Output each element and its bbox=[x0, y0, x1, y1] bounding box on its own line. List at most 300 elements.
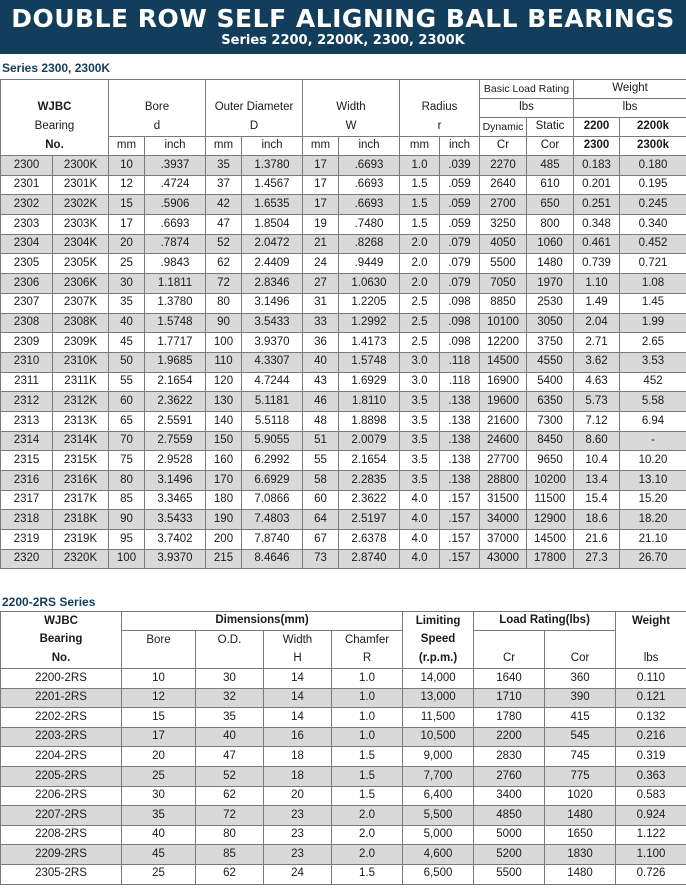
cell-weight-b: 1.45 bbox=[620, 293, 686, 313]
cell-width-mm: 33 bbox=[303, 313, 339, 333]
cell-weight: 0.726 bbox=[616, 864, 686, 884]
cell-width: 16 bbox=[264, 727, 332, 747]
cell-weight-a: 1.49 bbox=[574, 293, 620, 313]
cell-radius-inch: .138 bbox=[440, 451, 480, 471]
table-row bbox=[1, 431, 686, 451]
header2-weight-unit: lbs bbox=[616, 650, 686, 669]
table-row bbox=[1, 688, 686, 708]
table-row bbox=[1, 490, 686, 510]
cell-cr: 37000 bbox=[480, 530, 527, 550]
cell-radius-mm: 1.5 bbox=[400, 215, 440, 235]
header-bore-inch: inch bbox=[145, 137, 206, 156]
cell-weight-b: 10.20 bbox=[620, 451, 686, 471]
cell-bore-inch: 1.7717 bbox=[145, 333, 206, 353]
header-weight-unit: lbs bbox=[574, 99, 686, 118]
table-row bbox=[1, 234, 686, 254]
table-row bbox=[1, 806, 686, 826]
cell-od-mm: 190 bbox=[206, 510, 242, 530]
header-radius-symbol: r bbox=[400, 118, 480, 137]
cell-radius-mm: 3.5 bbox=[400, 431, 440, 451]
cell-width: 18 bbox=[264, 766, 332, 786]
cell-bearing-no: 2317 bbox=[1, 490, 53, 510]
cell-chamfer: 2.0 bbox=[332, 806, 403, 826]
cell-bore-inch: .6693 bbox=[145, 215, 206, 235]
cell-radius-inch: .059 bbox=[440, 195, 480, 215]
cell-cr: 3250 bbox=[480, 215, 527, 235]
table-row bbox=[1, 845, 686, 865]
header-bore: Bore bbox=[109, 99, 206, 118]
cell-bearing-no: 2301 bbox=[1, 175, 53, 195]
cell-od-inch: 1.3780 bbox=[242, 156, 303, 176]
cell-bore-inch: 2.9528 bbox=[145, 451, 206, 471]
cell-width-inch: .6693 bbox=[339, 175, 400, 195]
cell-radius-inch: .138 bbox=[440, 411, 480, 431]
title-banner bbox=[0, 0, 686, 54]
cell-od: 52 bbox=[196, 766, 264, 786]
cell-radius-inch: .059 bbox=[440, 175, 480, 195]
cell-cor: 360 bbox=[545, 669, 616, 689]
header2-bearing: Bearing bbox=[1, 631, 122, 650]
cell-bore-mm: 75 bbox=[109, 451, 145, 471]
cell-bearing-no-k: 2303K bbox=[53, 215, 109, 235]
cell-width-inch: 1.4173 bbox=[339, 333, 400, 353]
cell-cor: 545 bbox=[545, 727, 616, 747]
cell-od-mm: 130 bbox=[206, 392, 242, 412]
cell-radius-mm: 1.0 bbox=[400, 156, 440, 176]
cell-radius-inch: .059 bbox=[440, 215, 480, 235]
cell-cr: 5000 bbox=[474, 825, 545, 845]
cell-bearing-no: 2320 bbox=[1, 549, 53, 569]
cell-cor: 775 bbox=[545, 766, 616, 786]
cell-radius-inch: .118 bbox=[440, 372, 480, 392]
cell-bore-inch: 1.9685 bbox=[145, 352, 206, 372]
cell-bore-mm: 70 bbox=[109, 431, 145, 451]
table-row bbox=[1, 825, 686, 845]
cell-width-inch: .8268 bbox=[339, 234, 400, 254]
cell-radius-mm: 3.5 bbox=[400, 392, 440, 412]
header-weight-2300k: 2300k bbox=[620, 137, 686, 156]
cell-od-inch: 1.8504 bbox=[242, 215, 303, 235]
cell-width-mm: 55 bbox=[303, 451, 339, 471]
cell-cor: 650 bbox=[527, 195, 574, 215]
table-row bbox=[1, 747, 686, 767]
cell-weight-a: 15.4 bbox=[574, 490, 620, 510]
header2-chamfer: Chamfer bbox=[332, 631, 403, 650]
cell-cr: 2270 bbox=[480, 156, 527, 176]
cell-bearing-no: 2318 bbox=[1, 510, 53, 530]
cell-weight-b: 0.452 bbox=[620, 234, 686, 254]
cell-speed: 10,500 bbox=[403, 727, 474, 747]
cell-weight-a: 0.348 bbox=[574, 215, 620, 235]
cell-cor: 1480 bbox=[527, 254, 574, 274]
cell-bearing-no: 2201-2RS bbox=[1, 688, 122, 708]
cell-bearing-no: 2307 bbox=[1, 293, 53, 313]
cell-od: 62 bbox=[196, 786, 264, 806]
table-row bbox=[1, 333, 686, 353]
cell-od-inch: 3.1496 bbox=[242, 293, 303, 313]
cell-bore-inch: .5906 bbox=[145, 195, 206, 215]
cell-od-inch: 8.4646 bbox=[242, 549, 303, 569]
cell-bore: 15 bbox=[122, 708, 196, 728]
cell-width-mm: 36 bbox=[303, 333, 339, 353]
cell-width: 23 bbox=[264, 806, 332, 826]
cell-od-inch: 5.5118 bbox=[242, 411, 303, 431]
cell-weight-b: 26.70 bbox=[620, 549, 686, 569]
cell-bore-inch: 2.1654 bbox=[145, 372, 206, 392]
cell-bore: 17 bbox=[122, 727, 196, 747]
cell-od: 47 bbox=[196, 747, 264, 767]
header-radius-inch: inch bbox=[440, 137, 480, 156]
cell-weight-b: 6.94 bbox=[620, 411, 686, 431]
cell-bore: 25 bbox=[122, 766, 196, 786]
header2-cor: Cor bbox=[545, 650, 616, 669]
cell-od-mm: 90 bbox=[206, 313, 242, 333]
cell-radius-mm: 2.5 bbox=[400, 333, 440, 353]
cell-speed: 5,000 bbox=[403, 825, 474, 845]
cell-width-inch: .6693 bbox=[339, 195, 400, 215]
cell-width-inch: 2.6378 bbox=[339, 530, 400, 550]
cell-cr: 21600 bbox=[480, 411, 527, 431]
cell-cr: 2760 bbox=[474, 766, 545, 786]
cell-od-inch: 6.2992 bbox=[242, 451, 303, 471]
cell-width-mm: 24 bbox=[303, 254, 339, 274]
cell-width-inch: .6693 bbox=[339, 156, 400, 176]
cell-weight-a: 10.4 bbox=[574, 451, 620, 471]
cell-width-mm: 58 bbox=[303, 471, 339, 491]
cell-weight: 0.363 bbox=[616, 766, 686, 786]
cell-od-mm: 120 bbox=[206, 372, 242, 392]
cell-radius-mm: 1.5 bbox=[400, 195, 440, 215]
cell-bore-inch: 3.1496 bbox=[145, 471, 206, 491]
header-bore-symbol: d bbox=[109, 118, 206, 137]
cell-weight-a: 8.60 bbox=[574, 431, 620, 451]
cell-width-inch: 2.5197 bbox=[339, 510, 400, 530]
cell-od: 35 bbox=[196, 708, 264, 728]
cell-weight-a: 27.3 bbox=[574, 549, 620, 569]
cell-bearing-no-k: 2300K bbox=[53, 156, 109, 176]
cell-cor: 3050 bbox=[527, 313, 574, 333]
header-weight: Weight bbox=[574, 80, 686, 99]
cell-bearing-no: 2308 bbox=[1, 313, 53, 333]
cell-bearing-no: 2209-2RS bbox=[1, 845, 122, 865]
cell-bearing-no-k: 2316K bbox=[53, 471, 109, 491]
cell-cr: 43000 bbox=[480, 549, 527, 569]
cell-bore: 12 bbox=[122, 688, 196, 708]
header-width: Width bbox=[303, 99, 400, 118]
cell-width-mm: 51 bbox=[303, 431, 339, 451]
cell-od-inch: 5.9055 bbox=[242, 431, 303, 451]
cell-od: 72 bbox=[196, 806, 264, 826]
cell-bearing-no: 2313 bbox=[1, 411, 53, 431]
cell-od: 85 bbox=[196, 845, 264, 865]
cell-chamfer: 1.5 bbox=[332, 766, 403, 786]
cell-weight: 0.132 bbox=[616, 708, 686, 728]
cell-bore-mm: 100 bbox=[109, 549, 145, 569]
header-no: No. bbox=[1, 137, 109, 156]
cell-radius-inch: .079 bbox=[440, 274, 480, 294]
cell-bore-mm: 50 bbox=[109, 352, 145, 372]
cell-bore-inch: 3.7402 bbox=[145, 530, 206, 550]
cell-chamfer: 1.0 bbox=[332, 727, 403, 747]
cell-cr: 5500 bbox=[480, 254, 527, 274]
cell-width: 24 bbox=[264, 864, 332, 884]
cell-bore-mm: 12 bbox=[109, 175, 145, 195]
cell-bearing-no: 2203-2RS bbox=[1, 727, 122, 747]
header-od-symbol: D bbox=[206, 118, 303, 137]
cell-weight-a: 4.63 bbox=[574, 372, 620, 392]
cell-od-mm: 42 bbox=[206, 195, 242, 215]
cell-cr: 5200 bbox=[474, 845, 545, 865]
cell-od-mm: 200 bbox=[206, 530, 242, 550]
cell-bearing-no-k: 2301K bbox=[53, 175, 109, 195]
cell-cor: 1480 bbox=[545, 806, 616, 826]
cell-radius-mm: 2.0 bbox=[400, 274, 440, 294]
cell-bearing-no: 2302 bbox=[1, 195, 53, 215]
cell-radius-inch: .039 bbox=[440, 156, 480, 176]
table-row bbox=[1, 471, 686, 491]
cell-od-mm: 140 bbox=[206, 411, 242, 431]
table-row bbox=[1, 254, 686, 274]
cell-weight-b: 1.08 bbox=[620, 274, 686, 294]
cell-cor: 5400 bbox=[527, 372, 574, 392]
cell-weight-b: 1.99 bbox=[620, 313, 686, 333]
header-weight-2300: 2300 bbox=[574, 137, 620, 156]
table-row bbox=[1, 156, 686, 176]
cell-bore-mm: 25 bbox=[109, 254, 145, 274]
cell-weight-b: 0.721 bbox=[620, 254, 686, 274]
cell-radius-mm: 3.0 bbox=[400, 372, 440, 392]
cell-radius-mm: 3.0 bbox=[400, 352, 440, 372]
cell-bore-mm: 90 bbox=[109, 510, 145, 530]
cell-weight-a: 0.201 bbox=[574, 175, 620, 195]
cell-weight-b: 0.180 bbox=[620, 156, 686, 176]
header2-limiting: Limiting bbox=[403, 612, 474, 631]
cell-width: 23 bbox=[264, 845, 332, 865]
cell-bearing-no: 2309 bbox=[1, 333, 53, 353]
cell-od-inch: 7.8740 bbox=[242, 530, 303, 550]
cell-cr: 28800 bbox=[480, 471, 527, 491]
header-radius-mm: mm bbox=[400, 137, 440, 156]
cell-weight-a: 0.461 bbox=[574, 234, 620, 254]
cell-weight-a: 0.251 bbox=[574, 195, 620, 215]
cell-width-mm: 64 bbox=[303, 510, 339, 530]
cell-chamfer: 1.5 bbox=[332, 747, 403, 767]
cell-width-mm: 73 bbox=[303, 549, 339, 569]
cell-cor: 1060 bbox=[527, 234, 574, 254]
cell-weight-b: 3.53 bbox=[620, 352, 686, 372]
cell-od: 32 bbox=[196, 688, 264, 708]
cell-bearing-no: 2303 bbox=[1, 215, 53, 235]
cell-bearing-no: 2207-2RS bbox=[1, 806, 122, 826]
table-row bbox=[1, 274, 686, 294]
cell-weight-b: 0.245 bbox=[620, 195, 686, 215]
cell-speed: 6,500 bbox=[403, 864, 474, 884]
cell-width-inch: 1.6929 bbox=[339, 372, 400, 392]
cell-radius-mm: 3.5 bbox=[400, 471, 440, 491]
cell-width-mm: 43 bbox=[303, 372, 339, 392]
cell-od-inch: 2.4409 bbox=[242, 254, 303, 274]
cell-od-mm: 47 bbox=[206, 215, 242, 235]
cell-width-mm: 48 bbox=[303, 411, 339, 431]
cell-bearing-no-k: 2314K bbox=[53, 431, 109, 451]
cell-bore-mm: 80 bbox=[109, 471, 145, 491]
cell-cr: 4850 bbox=[474, 806, 545, 826]
table-row bbox=[1, 195, 686, 215]
header2-od: O.D. bbox=[196, 631, 264, 650]
cell-weight: 0.924 bbox=[616, 806, 686, 826]
cell-cor: 610 bbox=[527, 175, 574, 195]
header-bearing: Bearing bbox=[1, 118, 109, 137]
cell-od: 40 bbox=[196, 727, 264, 747]
table-row bbox=[1, 352, 686, 372]
cell-weight-b: 0.340 bbox=[620, 215, 686, 235]
cell-bearing-no-k: 2315K bbox=[53, 451, 109, 471]
cell-cr: 12200 bbox=[480, 333, 527, 353]
cell-bore-mm: 15 bbox=[109, 195, 145, 215]
cell-bearing-no: 2202-2RS bbox=[1, 708, 122, 728]
cell-radius-inch: .079 bbox=[440, 234, 480, 254]
cell-cr: 1710 bbox=[474, 688, 545, 708]
header2-dimensions: Dimensions(mm) bbox=[122, 612, 403, 631]
cell-weight-a: 3.62 bbox=[574, 352, 620, 372]
header2-chamfer-symbol: R bbox=[332, 650, 403, 669]
cell-bore: 25 bbox=[122, 864, 196, 884]
header-od-inch: inch bbox=[242, 137, 303, 156]
cell-radius-inch: .118 bbox=[440, 352, 480, 372]
cell-bore-inch: .4724 bbox=[145, 175, 206, 195]
header-cr: Cr bbox=[480, 137, 527, 156]
cell-bore-inch: .9843 bbox=[145, 254, 206, 274]
cell-bore-mm: 20 bbox=[109, 234, 145, 254]
cell-width: 14 bbox=[264, 688, 332, 708]
table-row bbox=[1, 708, 686, 728]
cell-bore-inch: 2.3622 bbox=[145, 392, 206, 412]
cell-weight: 1.122 bbox=[616, 825, 686, 845]
cell-bearing-no-k: 2305K bbox=[53, 254, 109, 274]
cell-bearing-no: 2312 bbox=[1, 392, 53, 412]
table-2300-series bbox=[0, 79, 686, 569]
cell-width-inch: 1.5748 bbox=[339, 352, 400, 372]
cell-cr: 2700 bbox=[480, 195, 527, 215]
cell-cor: 6350 bbox=[527, 392, 574, 412]
cell-bore-mm: 55 bbox=[109, 372, 145, 392]
cell-weight-b: 2.65 bbox=[620, 333, 686, 353]
cell-od-inch: 4.7244 bbox=[242, 372, 303, 392]
cell-width-mm: 17 bbox=[303, 195, 339, 215]
cell-od-mm: 52 bbox=[206, 234, 242, 254]
section-title-2200-2rs: 2200-2RS Series bbox=[2, 595, 96, 609]
cell-bearing-no-k: 2313K bbox=[53, 411, 109, 431]
cell-bore: 10 bbox=[122, 669, 196, 689]
cell-bearing-no-k: 2311K bbox=[53, 372, 109, 392]
cell-bearing-no: 2306 bbox=[1, 274, 53, 294]
table-2300-body bbox=[1, 156, 686, 569]
cell-od-mm: 180 bbox=[206, 490, 242, 510]
cell-od-mm: 170 bbox=[206, 471, 242, 491]
cell-radius-mm: 1.5 bbox=[400, 175, 440, 195]
cell-speed: 4,600 bbox=[403, 845, 474, 865]
cell-radius-inch: .079 bbox=[440, 254, 480, 274]
cell-chamfer: 1.5 bbox=[332, 864, 403, 884]
cell-weight-a: 21.6 bbox=[574, 530, 620, 550]
table-row bbox=[1, 293, 686, 313]
cell-bore-mm: 17 bbox=[109, 215, 145, 235]
cell-cor: 745 bbox=[545, 747, 616, 767]
cell-radius-mm: 3.5 bbox=[400, 411, 440, 431]
cell-weight-b: 21.10 bbox=[620, 530, 686, 550]
cell-cr: 16900 bbox=[480, 372, 527, 392]
cell-od-inch: 1.4567 bbox=[242, 175, 303, 195]
table-row bbox=[1, 549, 686, 569]
header-bore-mm: mm bbox=[109, 137, 145, 156]
cell-radius-mm: 4.0 bbox=[400, 510, 440, 530]
header2-no: No. bbox=[1, 650, 122, 669]
cell-bore-inch: 2.7559 bbox=[145, 431, 206, 451]
cell-od-mm: 37 bbox=[206, 175, 242, 195]
cell-bore-mm: 30 bbox=[109, 274, 145, 294]
header2-speed: Speed bbox=[403, 631, 474, 650]
header-width-symbol: W bbox=[303, 118, 400, 137]
cell-od-mm: 150 bbox=[206, 431, 242, 451]
cell-cor: 8450 bbox=[527, 431, 574, 451]
cell-chamfer: 1.0 bbox=[332, 688, 403, 708]
cell-speed: 11,500 bbox=[403, 708, 474, 728]
header-radius: Radius bbox=[400, 99, 480, 118]
cell-bearing-no-k: 2306K bbox=[53, 274, 109, 294]
cell-weight: 0.110 bbox=[616, 669, 686, 689]
cell-od-mm: 72 bbox=[206, 274, 242, 294]
cell-width-mm: 27 bbox=[303, 274, 339, 294]
header-weight-2200k: 2200k bbox=[620, 118, 686, 137]
cell-bearing-no-k: 2308K bbox=[53, 313, 109, 333]
header-basic-load-rating: Basic Load Rating bbox=[480, 80, 574, 99]
cell-bore: 20 bbox=[122, 747, 196, 767]
cell-weight: 1.100 bbox=[616, 845, 686, 865]
cell-cr: 19600 bbox=[480, 392, 527, 412]
cell-radius-inch: .157 bbox=[440, 490, 480, 510]
table-row bbox=[1, 727, 686, 747]
cell-bore-mm: 65 bbox=[109, 411, 145, 431]
cell-radius-inch: .098 bbox=[440, 293, 480, 313]
cell-bearing-no: 2316 bbox=[1, 471, 53, 491]
cell-bore-inch: 2.5591 bbox=[145, 411, 206, 431]
header-load-unit: lbs bbox=[480, 99, 574, 118]
cell-od: 62 bbox=[196, 864, 264, 884]
header2-cr: Cr bbox=[474, 650, 545, 669]
cell-weight-b: 5.58 bbox=[620, 392, 686, 412]
cell-bearing-no-k: 2310K bbox=[53, 352, 109, 372]
cell-width-mm: 46 bbox=[303, 392, 339, 412]
cell-cr: 10100 bbox=[480, 313, 527, 333]
cell-weight-a: 1.10 bbox=[574, 274, 620, 294]
cell-weight-a: 13.4 bbox=[574, 471, 620, 491]
cell-bore: 35 bbox=[122, 806, 196, 826]
cell-bearing-no: 2208-2RS bbox=[1, 825, 122, 845]
header-static: Static bbox=[527, 118, 574, 137]
table-row bbox=[1, 766, 686, 786]
cell-width-inch: 1.8898 bbox=[339, 411, 400, 431]
cell-cor: 800 bbox=[527, 215, 574, 235]
header2-width-symbol: H bbox=[264, 650, 332, 669]
cell-bearing-no: 2310 bbox=[1, 352, 53, 372]
cell-od-inch: 1.6535 bbox=[242, 195, 303, 215]
cell-od-inch: 6.6929 bbox=[242, 471, 303, 491]
cell-width: 14 bbox=[264, 708, 332, 728]
table-row bbox=[1, 313, 686, 333]
cell-radius-inch: .098 bbox=[440, 333, 480, 353]
cell-weight-a: 5.73 bbox=[574, 392, 620, 412]
cell-cor: 9650 bbox=[527, 451, 574, 471]
